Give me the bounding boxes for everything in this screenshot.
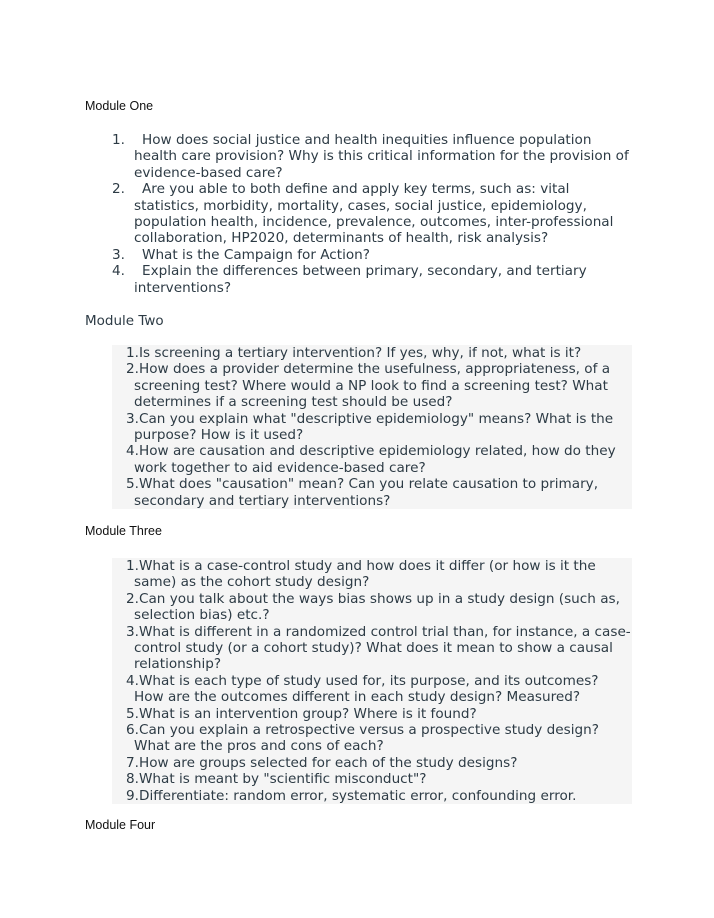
item-number: 9. <box>126 787 139 804</box>
item-text: What is a case-control study and how does it differ (or how is it the same) as the cohort study design? <box>134 558 596 591</box>
list-item <box>112 247 632 263</box>
list-item <box>112 263 632 296</box>
item-number: 5. <box>126 476 139 493</box>
item-text: What is different in a randomized control trial than, for instance, a case-control study (or a cohort study)? What does it mean to show a causal relationship? <box>134 623 631 673</box>
item-text: How are causation and descriptive epidemiology related, how do they work together to aid evidence-based care? <box>134 443 616 476</box>
item-text: Are you able to both define and apply key terms, such as: vital statistics, morbidity, mortality, cases, social justice, epidemiology, population health, incidence, prevalence, outcomes, inter-professional collaboration, HP2020, determinants of health, risk analysis? <box>134 181 614 247</box>
list-item <box>112 722 632 755</box>
item-text: Can you explain a retrospective versus a prospective study design? What are the pros and cons of each? <box>134 722 599 755</box>
item-number: 6. <box>126 722 139 739</box>
item-text: Explain the differences between primary, secondary, and tertiary interventions? <box>134 263 587 296</box>
item-number: 7. <box>126 754 139 771</box>
item-text: Can you explain what "descriptive epidemiology" means? What is the purpose? How is it used? <box>134 410 614 444</box>
item-number: 2. <box>126 590 139 607</box>
module-two-heading: Module Two <box>85 313 164 329</box>
list-item <box>112 345 632 361</box>
item-text: What is each type of study used for, its purpose, and its outcomes? How are the outcomes different in each study design? Measured? <box>134 672 599 706</box>
item-text: Can you talk about the ways bias shows up in a study design (such as, selection bias) etc.? <box>134 590 620 624</box>
item-text: Differentiate: random error, systematic error, confounding error. <box>138 787 577 804</box>
item-number: 2. <box>126 361 139 378</box>
item-number: 1. <box>126 345 139 361</box>
module-four-heading: Module Four <box>85 818 156 832</box>
module-three-question-list <box>112 558 632 804</box>
list-item <box>112 771 632 787</box>
list-item <box>112 476 632 509</box>
item-number: 4. <box>126 443 139 460</box>
module-one-question-list <box>112 132 632 296</box>
item-number: 4. <box>126 672 139 689</box>
item-text: What does "causation" mean? Can you relate causation to primary, secondary and tertiary interventions? <box>134 476 599 509</box>
item-number: 3. <box>126 623 139 640</box>
item-number: 4. <box>112 263 125 280</box>
item-number: 3. <box>126 410 139 427</box>
list-item <box>112 132 632 181</box>
list-item <box>112 755 632 771</box>
list-item <box>112 673 632 706</box>
list-item <box>112 411 632 444</box>
list-item <box>112 591 632 624</box>
list-item <box>112 706 632 722</box>
item-number: 5. <box>126 705 139 722</box>
list-item <box>112 361 632 410</box>
item-text: What is meant by "scientific misconduct"? <box>138 771 427 788</box>
item-text: How does social justice and health inequities influence population health care provision? Why is this critical information for the provision of evidence-based care? <box>134 132 629 181</box>
item-text: Is screening a tertiary intervention? If yes, why, if not, what is it? <box>138 345 582 361</box>
list-item <box>112 181 632 247</box>
list-item <box>112 624 632 673</box>
module-two-question-list <box>112 345 632 509</box>
list-item <box>112 443 632 476</box>
list-item <box>112 788 632 804</box>
item-number: 1. <box>126 558 139 574</box>
module-three-heading: Module Three <box>85 524 162 538</box>
module-one-heading: Module One <box>85 99 154 113</box>
item-number: 3. <box>112 246 125 263</box>
list-item <box>112 558 632 591</box>
item-text: What is an intervention group? Where is it found? <box>138 705 477 722</box>
item-number: 8. <box>126 771 139 788</box>
item-number: 2. <box>112 181 125 198</box>
item-text: What is the Campaign for Action? <box>142 246 371 263</box>
item-text: How are groups selected for each of the study designs? <box>138 754 518 771</box>
item-number: 1. <box>112 132 125 148</box>
item-text: How does a provider determine the usefulness, appropriateness, of a screening test? Where would a NP look to find a screening test? What determines if a screening test should be used? <box>134 361 611 411</box>
